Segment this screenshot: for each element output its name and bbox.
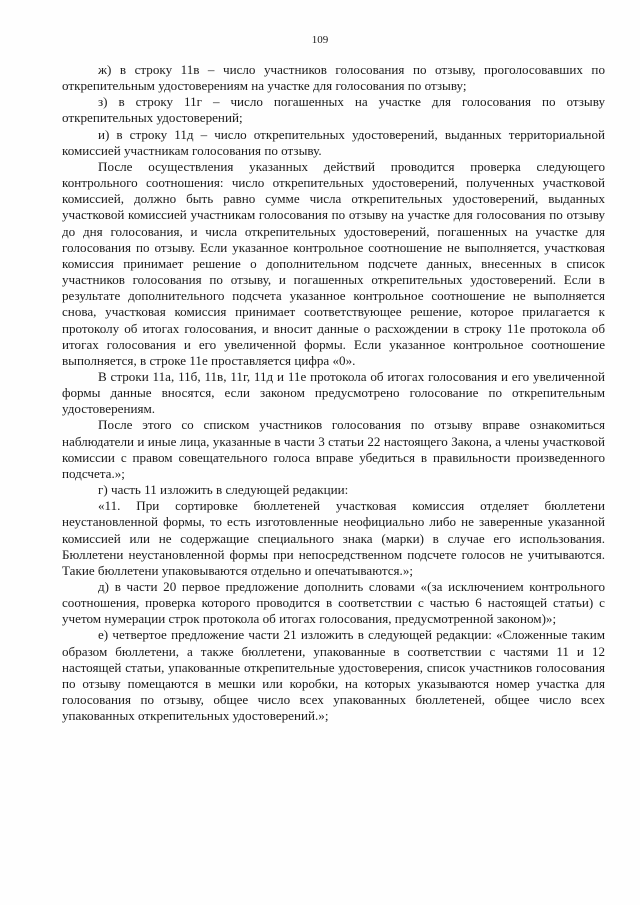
paragraph-zh: ж) в строку 11в – число участников голосования по отзыву, проголосовавших по открепительным удостоверениям на участке для голосования по отзыву;: [62, 62, 605, 94]
paragraph-control-check: После осуществления указанных действий проводится проверка следующего контрольного соотношения: число открепительных удостоверений, полученных участковой комиссией, должно быть равно сумме числа открепительных удостоверений, выданных участковой комиссией участникам голосования по отзыву на участке для голосования по отзыву до дня голосования, и числа открепительных удостоверений, погашенных на участке для голосования по отзыву. Если указанное контрольное соотношение не выполняется, участковая комиссия принимает решение о дополнительном подсчете данных, внесенных в список участников голосования по отзыву, и погашенных открепительных удостоверений. Если в результате дополнительного подсчета указанное контрольное соотношение не выполняется снова, участковая комиссия принимает соответствующее решение, которое прилагается к протоколу об итогах голосования, и вносит данные о расхождении в строку 11е протокола об итогах голосования и его увеличенной формы. Если указанное контрольное соотношение выполняется, в строке 11е проставляется цифра «0».: [62, 158, 605, 368]
paragraph-g: г) часть 11 изложить в следующей редакции:: [98, 482, 349, 498]
paragraph-e: е) четвертое предложение части 21 изложить в следующей редакции: «Сложенные таким образом бюллетени, а также бюллетени, упакованные в соответствии с частями 11 и 12 настоящей статьи, упакованные открепительные удостоверения, список участников голосования по отзыву помещаются в мешки или коробки, на которых указываются номер участка для голосования по отзыву, общее число всех упакованных бюллетеней, общее число всех упакованных открепительных удостоверений.»;: [62, 627, 605, 724]
page-number: 109: [311, 34, 329, 46]
paragraph-part-11: «11. При сортировке бюллетеней участковая комиссия отделяет бюллетени неустановленной формы, то есть изготовленные неофициально либо не заверенные указанной комиссией или не содержащие специального знака (марки) в случае его использования. Бюллетени неустановленной формы при непосредственном подсчете голосов не учитываются. Такие бюллетени упаковываются отдельно и опечатываются.»;: [62, 498, 605, 578]
paragraph-observers: После этого со списком участников голосования по отзыву вправе ознакомиться наблюдатели и иные лица, указанные в части 3 статьи 22 настоящего Закона, а члены участковой комиссии с правом совещательного голоса вправе убедиться в правильности произведенного подсчета.»;: [62, 417, 605, 481]
paragraph-d: д) в части 20 первое предложение дополнить словами «(за исключением контрольного соотношения, проверка которого проводится в соответствии с частью 6 настоящей статьи) с учетом нумерации строк протокола об итогах голосования, предусмотренной законом)»;: [62, 579, 605, 627]
document-body: [62, 62, 605, 724]
paragraph-z: з) в строку 11г – число погашенных на участке для голосования по отзыву открепительных удостоверений;: [62, 94, 605, 126]
paragraph-i: и) в строку 11д – число открепительных удостоверений, выданных территориальной комиссией участникам голосования по отзыву.: [62, 126, 605, 158]
paragraph-lines-11: В строки 11а, 11б, 11в, 11г, 11д и 11е протокола об итогах голосования и его увеличенной формы данные вносятся, если законом предусмотрено голосование по открепительным удостоверениям.: [62, 368, 605, 417]
